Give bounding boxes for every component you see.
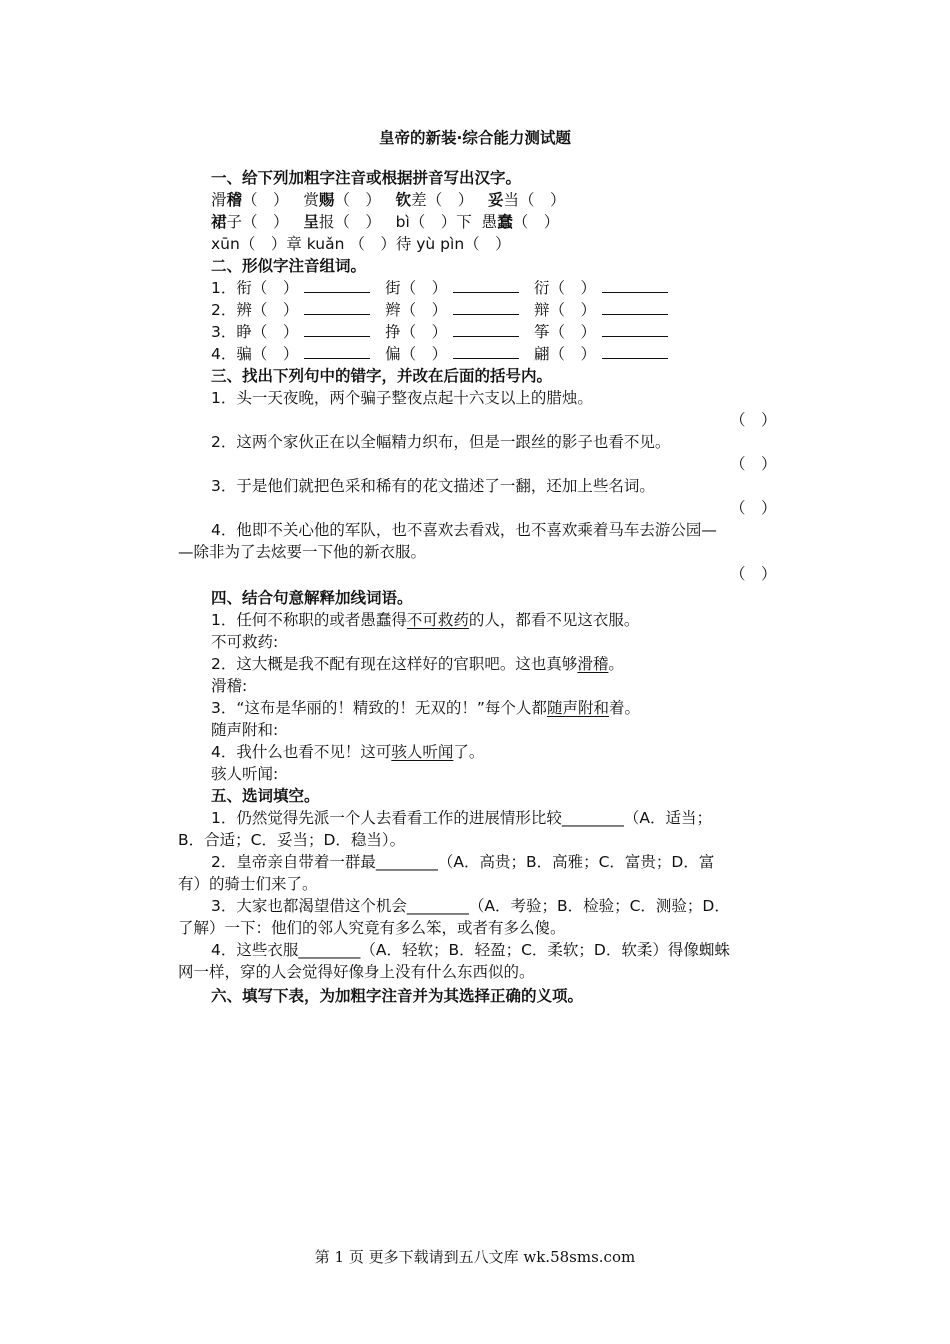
answer-blank[interactable] (304, 321, 370, 337)
page-footer: 第 1 页 更多下载请到五八文库 wk.58sms.com (314, 1248, 636, 1266)
answer-blank[interactable] (304, 343, 370, 359)
s4-question-2: 2．这大概是我不配有现在这样好的官职吧。这也真够滑稽。 (211, 655, 624, 673)
section-3-heading: 三、找出下列句中的错字，并改在后面的括号内。 (211, 367, 553, 385)
s4-label-2: 滑稽: (211, 677, 248, 695)
answer-blank[interactable] (602, 343, 668, 359)
s3-question-4-cont: —除非为了去炫要一下他的新衣服。 (178, 543, 427, 561)
section-5-heading: 五、选词填空。 (211, 787, 320, 805)
s4-question-3: 3．“这布是华丽的！精致的！无双的！”每个人都随声附和着。 (211, 699, 640, 717)
s5-question-2-cont: 有）的骑士们来了。 (178, 875, 318, 893)
answer-blank[interactable] (453, 299, 519, 315)
answer-blank[interactable] (602, 321, 668, 337)
s5-question-1-cont: B．合适；C．妥当；D．稳当）。 (178, 831, 406, 849)
answer-blank[interactable] (304, 299, 370, 315)
s1-row-1: 滑稽（ ） 赏赐（ ） 钦差（ ） 妥当（ ） (211, 191, 566, 209)
s4-question-1: 1．任何不称职的或者愚蠢得不可救药的人，都看不见这衣服。 (211, 611, 640, 629)
s1-row-3: xūn（ ）章 kuǎn （ ）待 yù pìn（ ） (211, 235, 511, 253)
s4-label-1: 不可救药: (211, 633, 279, 651)
s2-row: 3．睁（ ） 挣（ ） 筝（ ） (211, 321, 668, 343)
s5-question-3: 3．大家也都渴望借这个机会________（A．考验；B．检验；C．测验；D． (211, 897, 730, 915)
s2-row: 1．衔（ ） 街（ ） 衍（ ） (211, 277, 668, 299)
answer-blank[interactable] (453, 277, 519, 293)
answer-blank[interactable] (453, 321, 519, 337)
page-title: 皇帝的新装·综合能力测试题 (379, 129, 571, 147)
section-4-heading: 四、结合句意解释加线词语。 (211, 589, 413, 607)
s4-label-4: 骇人听闻: (211, 765, 279, 783)
section-1-heading: 一、给下列加粗字注音或根据拼音写出汉字。 (211, 169, 522, 187)
s5-question-4-cont: 网一样，穿的人会觉得好像身上没有什么东西似的。 (178, 963, 535, 981)
s5-question-2: 2．皇帝亲自带着一群最________（A．高贵；B．高雅；C．富贵；D．富 (211, 853, 715, 871)
answer-blank[interactable] (602, 277, 668, 293)
s5-question-4: 4．这些衣服________（A．轻软；B．轻盈；C．柔软；D．软柔）得像蜘蛛 (211, 941, 730, 959)
answer-parentheses[interactable]: （ ） (730, 565, 777, 583)
s3-question-2: 2．这两个家伙正在以全幅精力织布，但是一跟丝的影子也看不见。 (211, 433, 671, 451)
s5-question-3-cont: 了解）一下：他们的邻人究竟有多么笨，或者有多么傻。 (178, 919, 566, 937)
answer-parentheses[interactable]: （ ） (730, 499, 777, 517)
s2-row: 4．骗（ ） 偏（ ） 翩（ ） (211, 343, 668, 365)
section-6-heading: 六、填写下表，为加粗字注音并为其选择正确的义项。 (211, 987, 584, 1005)
s1-row-2: 裙子（ ） 呈报（ ） bì（ ）下 愚蠢（ ） (211, 213, 560, 231)
answer-blank[interactable] (602, 299, 668, 315)
answer-parentheses[interactable]: （ ） (730, 455, 777, 473)
s3-question-4: 4．他即不关心他的军队，也不喜欢去看戏，也不喜欢乘着马车去游公园— (211, 521, 717, 539)
s4-question-4: 4．我什么也看不见！这可骇人听闻了。 (211, 743, 485, 761)
s3-question-1: 1．头一天夜晚，两个骗子整夜点起十六支以上的腊烛。 (211, 389, 593, 407)
s5-question-1: 1．仍然觉得先派一个人去看看工作的进展情形比较________（A．适当； (211, 809, 712, 827)
s2-row: 2．辨（ ） 辫（ ） 辩（ ） (211, 299, 668, 321)
s4-label-3: 随声附和: (211, 721, 279, 739)
answer-blank[interactable] (304, 277, 370, 293)
answer-parentheses[interactable]: （ ） (730, 411, 777, 429)
s3-question-3: 3．于是他们就把色采和稀有的花文描述了一翻，还加上些名词。 (211, 477, 655, 495)
answer-blank[interactable] (453, 343, 519, 359)
section-2-heading: 二、形似字注音组词。 (211, 257, 367, 275)
